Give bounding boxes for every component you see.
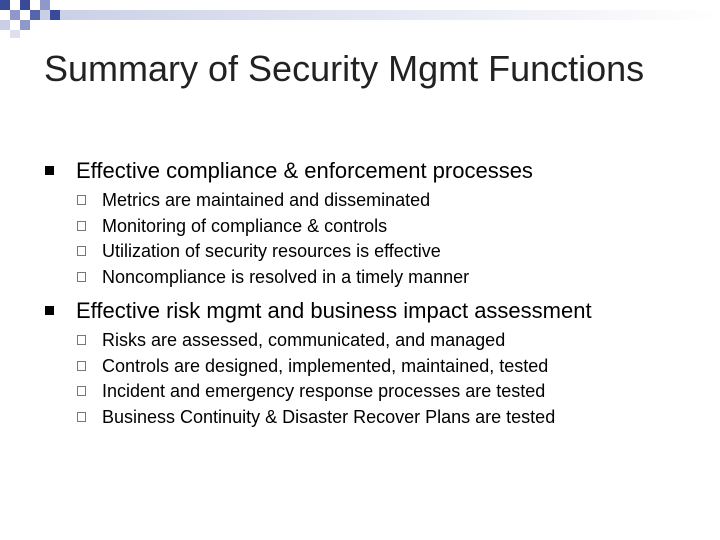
hollow-square-icon: [77, 412, 86, 422]
sub-bullet-list: [76, 188, 704, 290]
deco-square: [0, 0, 10, 10]
section-compliance: [44, 156, 704, 290]
hollow-square-icon: [77, 386, 86, 396]
deco-square: [10, 30, 20, 38]
deco-square: [20, 20, 30, 30]
deco-square: [30, 10, 40, 20]
sub-bullet-item: [76, 239, 704, 265]
sub-bullet-text: Risks are assessed, communicated, and managed: [102, 330, 506, 350]
bullet-item: [44, 156, 704, 186]
hollow-square-icon: [77, 272, 86, 282]
section-risk-mgmt: [44, 296, 704, 430]
sub-bullet-item: [76, 265, 704, 291]
bullet-item: [44, 296, 704, 326]
deco-square: [10, 10, 20, 20]
filled-square-icon: [45, 306, 54, 315]
hollow-square-icon: [77, 335, 86, 345]
slide-title: Summary of Security Mgmt Functions: [44, 48, 645, 89]
hollow-square-icon: [77, 246, 86, 256]
sub-bullet-list: [76, 328, 704, 430]
sub-bullet-item: [76, 379, 704, 405]
sub-bullet-text: Business Continuity & Disaster Recover Plans are tested: [102, 406, 556, 427]
filled-square-icon: [45, 166, 54, 175]
header-gradient-band: [40, 10, 720, 20]
hollow-square-icon: [77, 221, 86, 231]
sub-bullet-text: Utilization of security resources is effective: [102, 241, 441, 261]
sub-bullet-text: Incident and emergency response processes are tested: [102, 381, 546, 401]
sub-bullet-text: Controls are designed, implemented, maintained, tested: [102, 355, 549, 376]
deco-square: [50, 10, 60, 20]
sub-bullet-item: [76, 188, 704, 214]
bullet-text: Effective compliance & enforcement processes: [76, 158, 533, 183]
deco-square: [40, 0, 50, 10]
sub-bullet-item: [76, 405, 704, 431]
sub-bullet-item: [76, 214, 704, 240]
sub-bullet-item: [76, 354, 704, 380]
sub-bullet-item: [76, 328, 704, 354]
deco-square: [20, 0, 30, 10]
sub-bullet-text: Noncompliance is resolved in a timely manner: [102, 266, 470, 287]
sub-bullet-text: Metrics are maintained and disseminated: [102, 190, 431, 210]
header-decoration: [0, 0, 720, 40]
sub-bullet-text: Monitoring of compliance & controls: [102, 215, 388, 236]
bullet-text: Effective risk mgmt and business impact assessment: [76, 298, 592, 323]
deco-square: [0, 20, 10, 30]
hollow-square-icon: [77, 361, 86, 371]
hollow-square-icon: [77, 195, 86, 205]
slide-content: [44, 156, 704, 436]
